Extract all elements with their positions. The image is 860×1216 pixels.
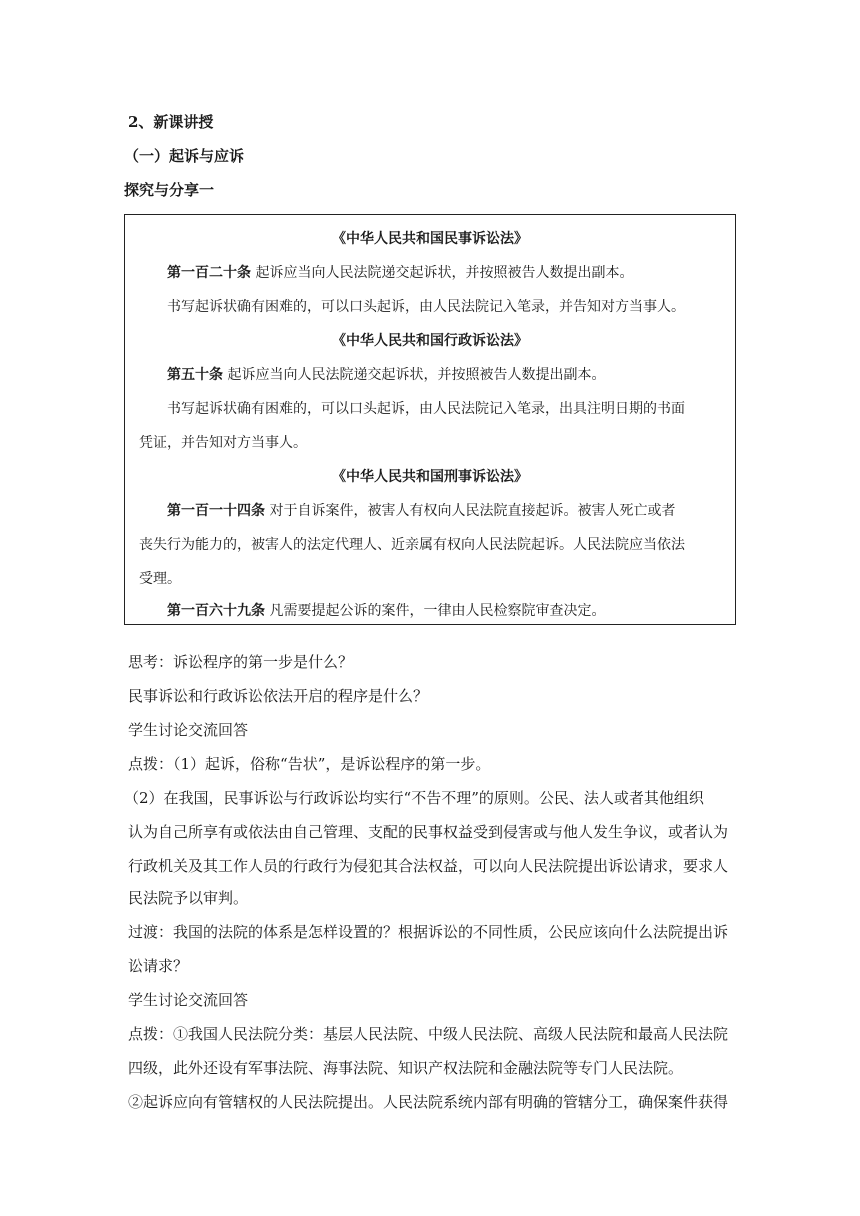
civil-law-title: 《中华人民共和国民事诉讼法》 bbox=[332, 231, 528, 247]
admin-article-50 bbox=[167, 365, 605, 385]
civil-paragraph-2: 书写起诉状确有困难的，可以口头起诉，由人民法院记入笔录，并告知对方当事人。 bbox=[167, 299, 685, 315]
question-two: 民事诉讼和行政诉讼依法开启的程序是什么？ bbox=[128, 687, 429, 705]
discussion-note-2: 学生讨论交流回答 bbox=[128, 991, 249, 1009]
article-text: 起诉应当向人民法院递交起诉状，并按照被告人数提出副本。 bbox=[223, 367, 606, 383]
transition-line2: 讼请求？ bbox=[128, 957, 189, 975]
article-number: 第一百六十九条 bbox=[167, 603, 265, 619]
hint-3-line1: ②起诉应向有管辖权的人民法院提出。人民法院系统内部有明确的管辖分工，确保案件获得 bbox=[128, 1093, 729, 1111]
section-heading: 2、新课讲授 bbox=[128, 113, 214, 131]
article-text: 起诉应当向人民法院递交起诉状，并按照被告人数提出副本。 bbox=[251, 265, 634, 281]
criminal-article-169 bbox=[167, 601, 605, 621]
law-excerpt-box bbox=[124, 214, 736, 625]
admin-paragraph-2-line1: 书写起诉状确有困难的，可以口头起诉，由人民法院记入笔录，出具注明日期的书面 bbox=[167, 401, 685, 417]
admin-paragraph-2-line2: 凭证，并告知对方当事人。 bbox=[139, 435, 307, 451]
hint-2-line2: 四级，此外还设有军事法院、海事法院、知识产权法院和金融法院等专门人民法院。 bbox=[128, 1059, 684, 1077]
paragraph-2-line2: 认为自己所享有或依法由自己管理、支配的民事权益受到侵害或与他人发生争议，或者认为 bbox=[128, 823, 729, 841]
article-number: 第五十条 bbox=[167, 367, 223, 383]
criminal-law-title: 《中华人民共和国刑事诉讼法》 bbox=[332, 469, 528, 485]
discussion-note-1: 学生讨论交流回答 bbox=[128, 721, 249, 739]
hint-2-line1: 点拨：①我国人民法院分类：基层人民法院、中级人民法院、高级人民法院和最高人民法院 bbox=[128, 1025, 729, 1043]
paragraph-2-line1: （2）在我国，民事诉讼与行政诉讼均实行“不告不理”的原则。公民、法人或者其他组织 bbox=[124, 789, 704, 807]
transition-line1: 过渡：我国的法院的体系是怎样设置的？根据诉讼的不同性质，公民应该向什么法院提出诉 bbox=[128, 923, 729, 941]
civil-article-120 bbox=[167, 263, 633, 283]
article-text: 凡需要提起公诉的案件，一律由人民检察院审查决定。 bbox=[265, 603, 606, 619]
article-text: 对于自诉案件，被害人有权向人民法院直接起诉。被害人死亡或者 bbox=[265, 503, 676, 519]
admin-law-title: 《中华人民共和国行政诉讼法》 bbox=[332, 333, 528, 349]
think-question: 思考：诉讼程序的第一步是什么？ bbox=[128, 653, 354, 671]
criminal-article-114-line3: 受理。 bbox=[139, 571, 181, 587]
article-number: 第一百二十条 bbox=[167, 265, 251, 281]
paragraph-2-line3: 行政机关及其工作人员的行政行为侵犯其合法权益，可以向人民法院提出诉讼请求，要求人 bbox=[128, 857, 729, 875]
inquiry-heading: 探究与分享一 bbox=[124, 181, 215, 199]
paragraph-2-line4: 民法院予以审判。 bbox=[128, 889, 249, 907]
criminal-article-114-line2: 丧失行为能力的，被害人的法定代理人、近亲属有权向人民法院起诉。人民法院应当依法 bbox=[139, 537, 685, 553]
criminal-article-114-line1 bbox=[167, 501, 675, 521]
hint-1: 点拨：（1）起诉，俗称“告状”，是诉讼程序的第一步。 bbox=[128, 755, 491, 773]
subsection-heading: （一）起诉与应诉 bbox=[124, 147, 245, 165]
article-number: 第一百一十四条 bbox=[167, 503, 265, 519]
